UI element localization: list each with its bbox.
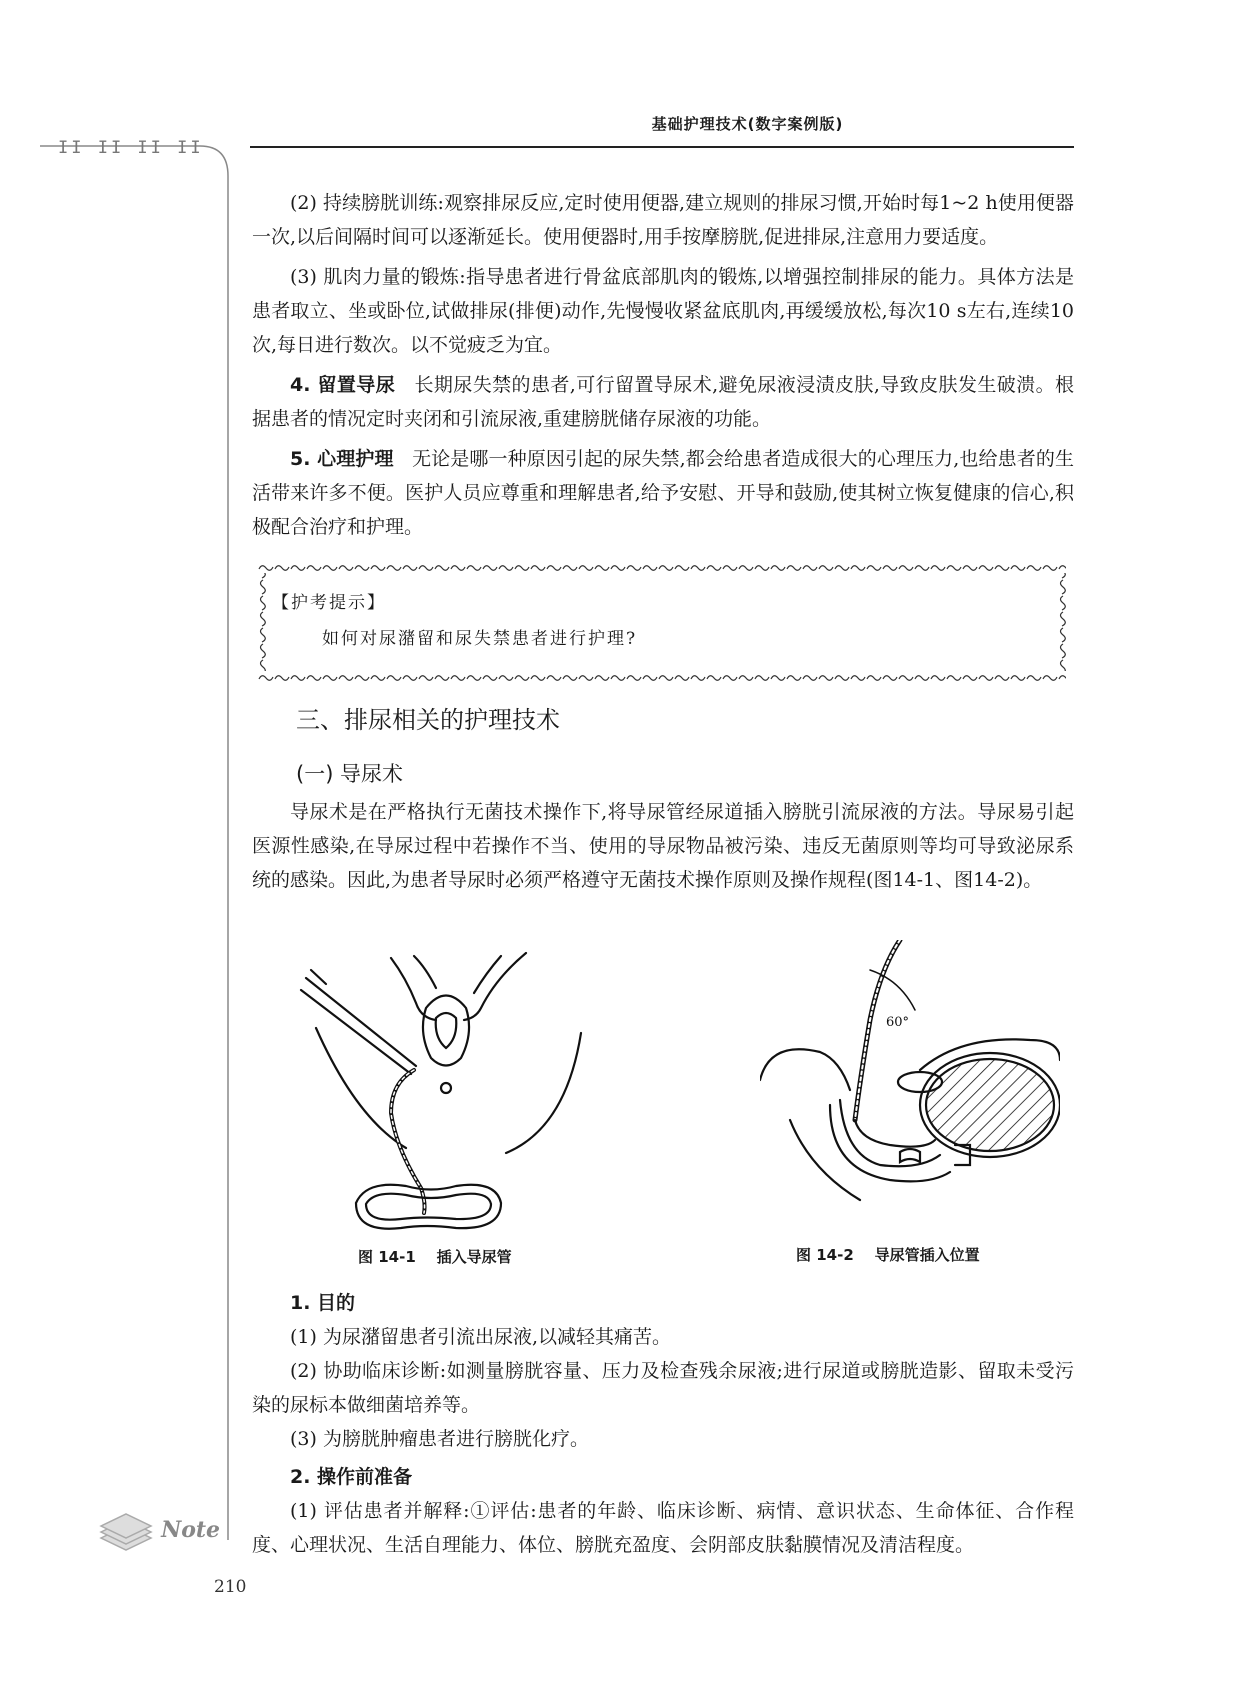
paragraph: (3) 肌肉力量的锻炼:指导患者进行骨盆底部肌肉的锻炼,以增强控制排尿的能力。具体方法是患者取立、坐或卧位,试做排尿(排便)动作,先慢慢收紧盆底肌肉,再缓缓放松,每次10 s左右,连续10次,每日进行数次。以不觉疲乏为宜。	[252, 266, 1074, 356]
body-bottom	[252, 1286, 1074, 1562]
intro-paragraph: 导尿术是在严格执行无菌技术操作下,将导尿管经尿道插入膀胱引流尿液的方法。导尿易引起医源性感染,在导尿过程中若操作不当、使用的导尿物品被污染、违反无菌原则等均可导致泌尿系统的感染。因此,为患者导尿时必须严格遵守无菌技术操作原则及操作规程(图14-1、图14-2)。	[252, 801, 1074, 891]
running-header: 基础护理技术(数字案例版)	[651, 115, 844, 133]
purpose-item: (3) 为膀胱肿瘤患者进行膀胱化疗。	[290, 1428, 589, 1450]
margin-decoration	[0, 0, 240, 1688]
tip-title: 【护考提示】	[272, 593, 386, 613]
item5-text: 无论是哪一种原因引起的尿失禁,都会给患者造成很大的心理压力,也给患者的生活带来许多不便。医护人员应尊重和理解患者,给予安慰、开导和鼓励,使其树立恢复健康的信心,积极配合治疗和护理。	[252, 448, 1074, 538]
paragraph: (2) 持续膀胱训练:观察排尿反应,定时使用便器,建立规则的排尿习惯,开始时每1~2 h使用便器一次,以后间隔时间可以逐渐延长。使用便器时,用手按摩膀胱,促进排尿,注意用力要适度。	[252, 192, 1074, 248]
item4-heading: 4. 留置导尿	[290, 374, 396, 396]
figure-catheter-position	[760, 940, 1060, 1210]
page-number: 210	[214, 1577, 247, 1597]
purpose-item: (2) 协助临床诊断:如测量膀胱容量、压力及检查残余尿液;进行尿道或膀胱造影、留取未受污染的尿标本做细菌培养等。	[252, 1360, 1074, 1416]
tip-box-border	[258, 563, 1066, 681]
item5-heading: 5. 心理护理	[290, 448, 394, 470]
note-emblem	[96, 1508, 220, 1552]
paragraph-item5	[252, 442, 1074, 544]
purpose-item: (1) 为尿潴留患者引流出尿液,以减轻其痛苦。	[290, 1326, 671, 1348]
angle-label: 60°	[886, 1015, 910, 1030]
intro-block	[252, 795, 1074, 897]
body-top	[252, 186, 1074, 544]
subsection-title: (一) 导尿术	[296, 762, 404, 786]
figure-caption-14-1: 图 14-1 插入导尿管	[358, 1248, 512, 1266]
margin-ticks: II II II II	[58, 138, 204, 158]
figure-caption-14-2: 图 14-2 导尿管插入位置	[796, 1246, 980, 1264]
book-icon	[96, 1508, 156, 1552]
tip-question: 如何对尿潴留和尿失禁患者进行护理?	[322, 629, 638, 649]
item4-text: 长期尿失禁的患者,可行留置导尿术,避免尿液浸渍皮肤,导致皮肤发生破溃。根据患者的情况定时夹闭和引流尿液,重建膀胱储存尿液的功能。	[252, 374, 1075, 430]
header-rule	[250, 146, 1074, 148]
purpose-heading: 1. 目的	[290, 1292, 356, 1314]
figure-catheter-insertion	[296, 948, 596, 1238]
section-title: 三、排尿相关的护理技术	[296, 706, 560, 734]
note-label: Note	[161, 1517, 221, 1543]
prep-heading: 2. 操作前准备	[290, 1466, 413, 1488]
prep-text: (1) 评估患者并解释:①评估:患者的年龄、临床诊断、病情、意识状态、生命体征、合作程度、心理状况、生活自理能力、体位、膀胱充盈度、会阴部皮肤黏膜情况及清洁程度。	[252, 1500, 1074, 1556]
paragraph-item4	[252, 368, 1074, 436]
